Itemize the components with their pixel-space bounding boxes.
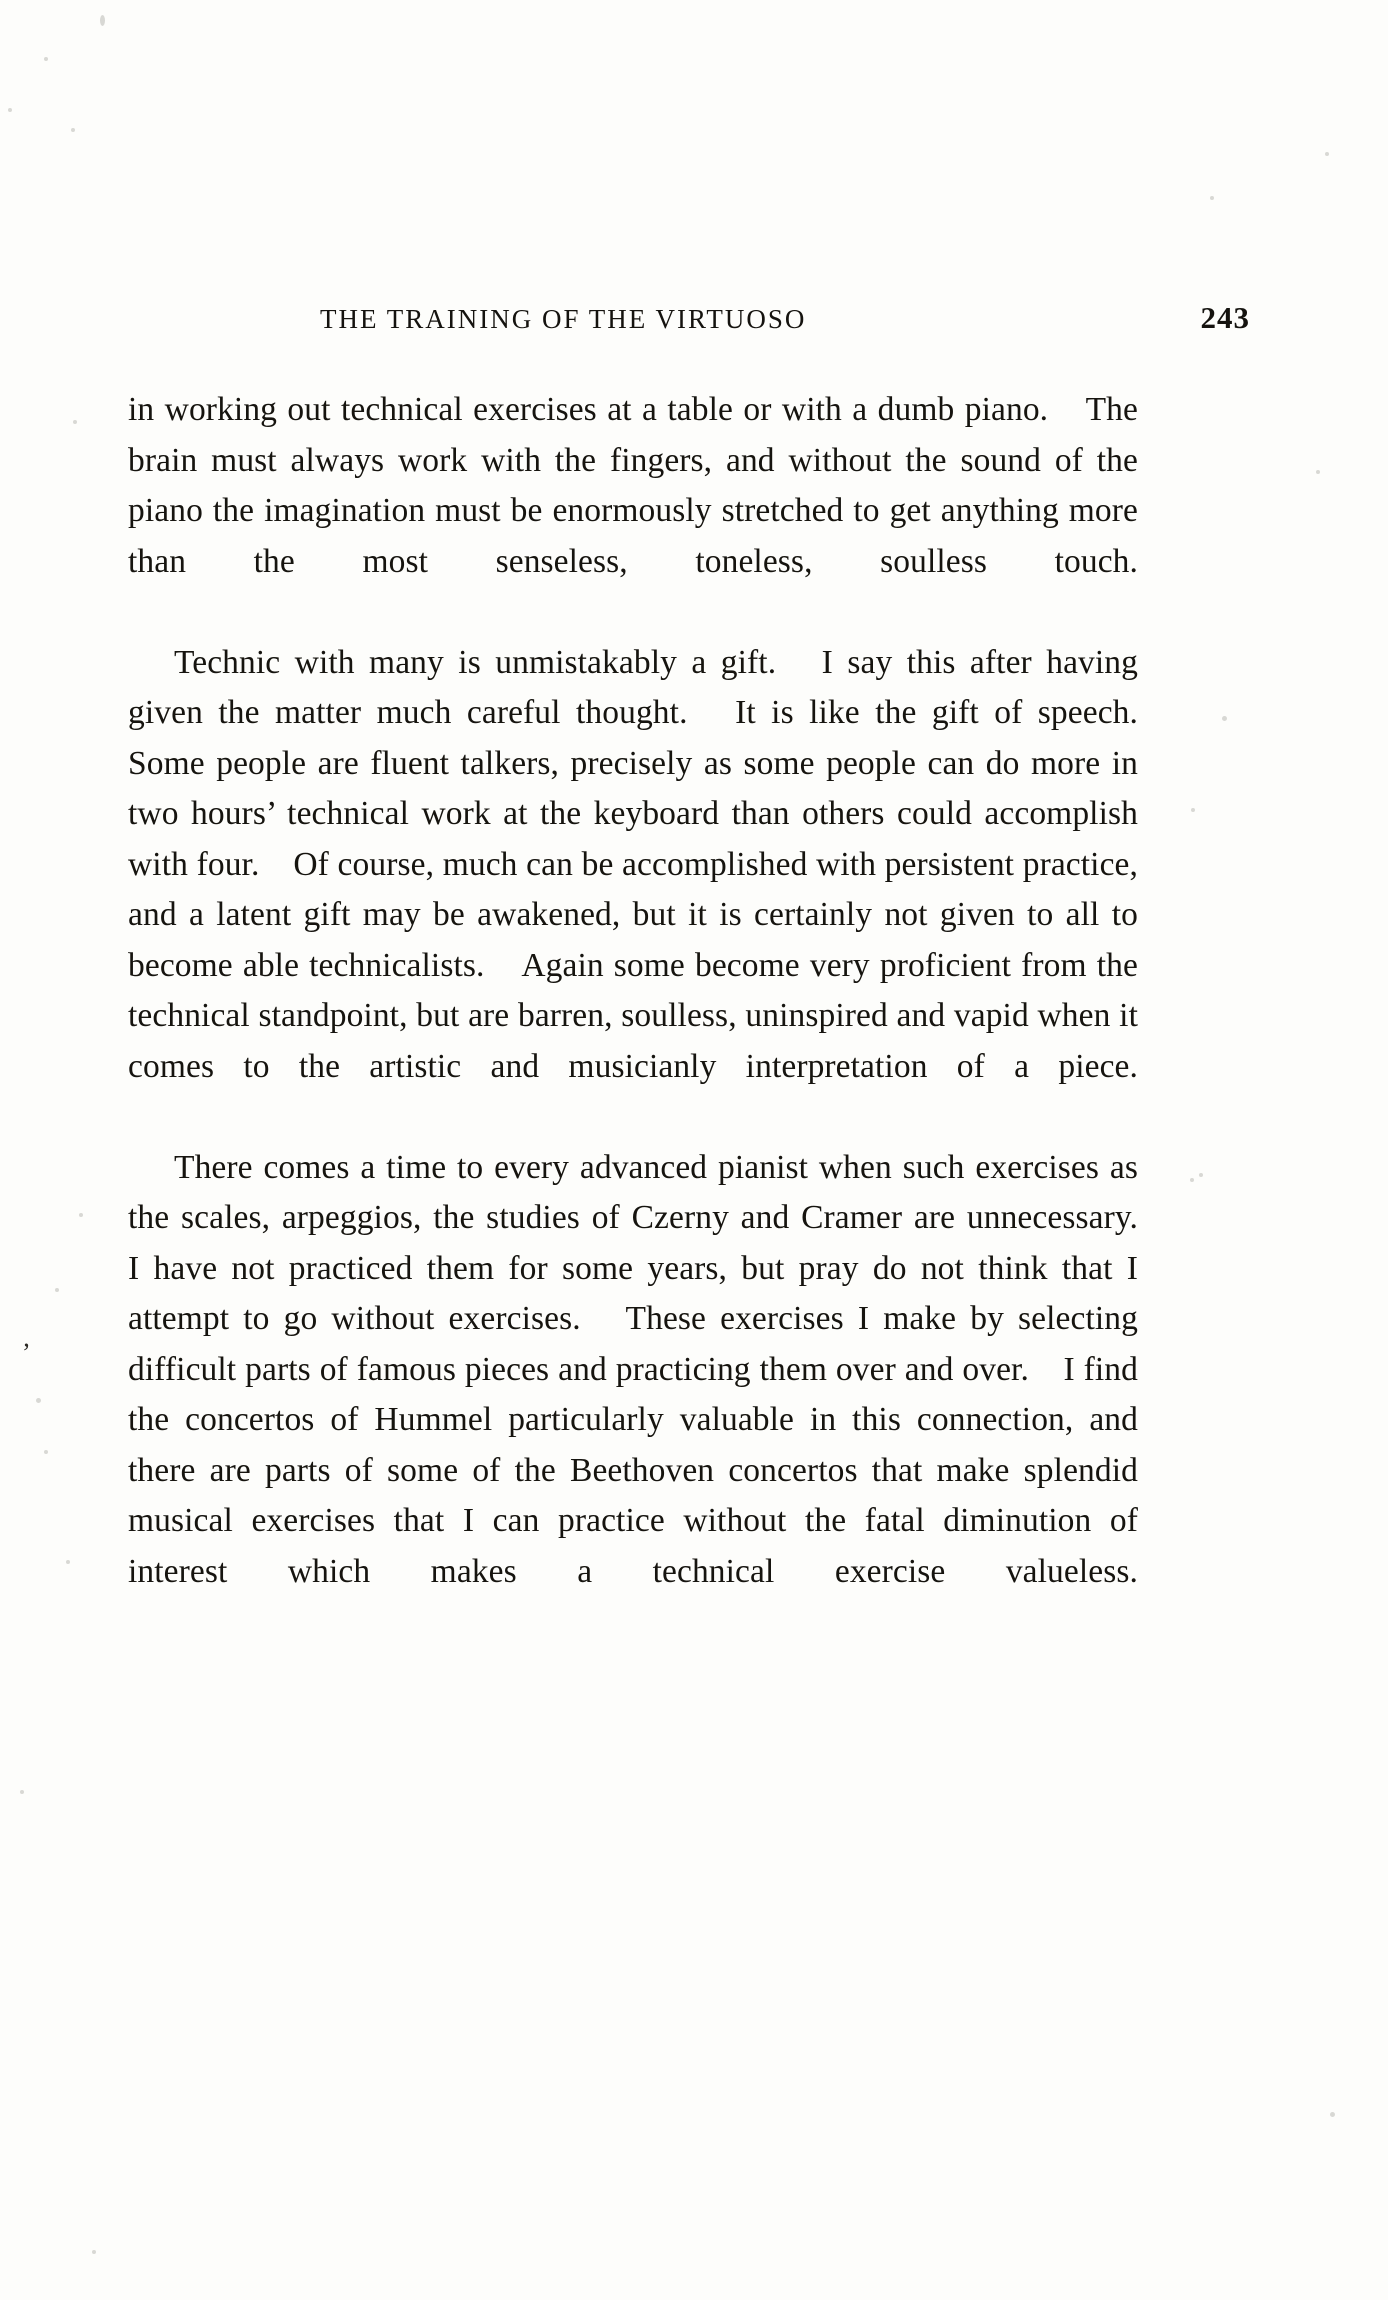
scan-speck: [1191, 808, 1195, 812]
paragraph: in working out technical exercises at a table or with a dumb piano. The brain must always work with the fingers, and without the sound of the piano the imagination must be enormously stretched to get anything more than the most senseless, toneless, soulless touch.: [128, 391, 1138, 580]
scan-speck: [1325, 152, 1329, 156]
scan-speck: [92, 2250, 96, 2254]
paragraph: Technic with many is unmistakably a gift. I say this after having given the matter much careful thought. It is like the gift of speech. Some people are fluent talkers, precisely as some people can do more in two hours’ technical work at the keyboard than others could accomplish with four. Of course, much can be accomplished with persistent practice, and a latent gift may be awakened, but it is certainly not given to all to become able technicalists. Again some become very proficient from the technical standpoint, but are barren, soulless, uninspired and vapid when it comes to the artistic and musicianly interpretation of a piece.: [128, 643, 1172, 1085]
scan-speck: [8, 108, 12, 112]
running-head: THE TRAINING OF THE VIRTUOSO: [320, 304, 807, 334]
scan-speck: [20, 1790, 24, 1794]
page-header: [130, 300, 1260, 336]
scan-speck: [44, 1450, 48, 1454]
scan-speck: [73, 420, 77, 424]
scan-speck: [55, 1288, 59, 1292]
page-number: 243: [1200, 300, 1250, 335]
scan-speck: [79, 1213, 83, 1217]
scan-speck: [100, 15, 105, 26]
scan-speck: [1199, 1173, 1203, 1177]
scan-speck: [44, 57, 48, 61]
paragraph: There comes a time to every advanced pianist when such exercises as the scales, arpeggios, the studies of Czerny and Cramer are unnecessary. I have not practiced them for some years, but pray do not think that I attempt to go without exercises. These exercises I make by selecting difficult parts of famous pieces and practicing them over and over. I find the concertos of Hummel particularly valuable in this connection, and there are parts of some of the Beethoven concertos that make splendid musical exercises that I can practice without the fatal diminution of interest which makes a technical exercise valueless.: [128, 1148, 1172, 1590]
margin-mark: ’: [22, 1338, 31, 1367]
scan-speck: [71, 128, 75, 132]
body-text: [128, 385, 1172, 1648]
scan-speck: [1222, 716, 1227, 721]
scan-speck: [1316, 470, 1320, 474]
scan-speck: [1210, 196, 1214, 200]
scan-speck: [1330, 2112, 1335, 2117]
scan-speck: [36, 1398, 41, 1403]
scan-speck: [1190, 1178, 1194, 1182]
scan-speck: [66, 1560, 70, 1564]
